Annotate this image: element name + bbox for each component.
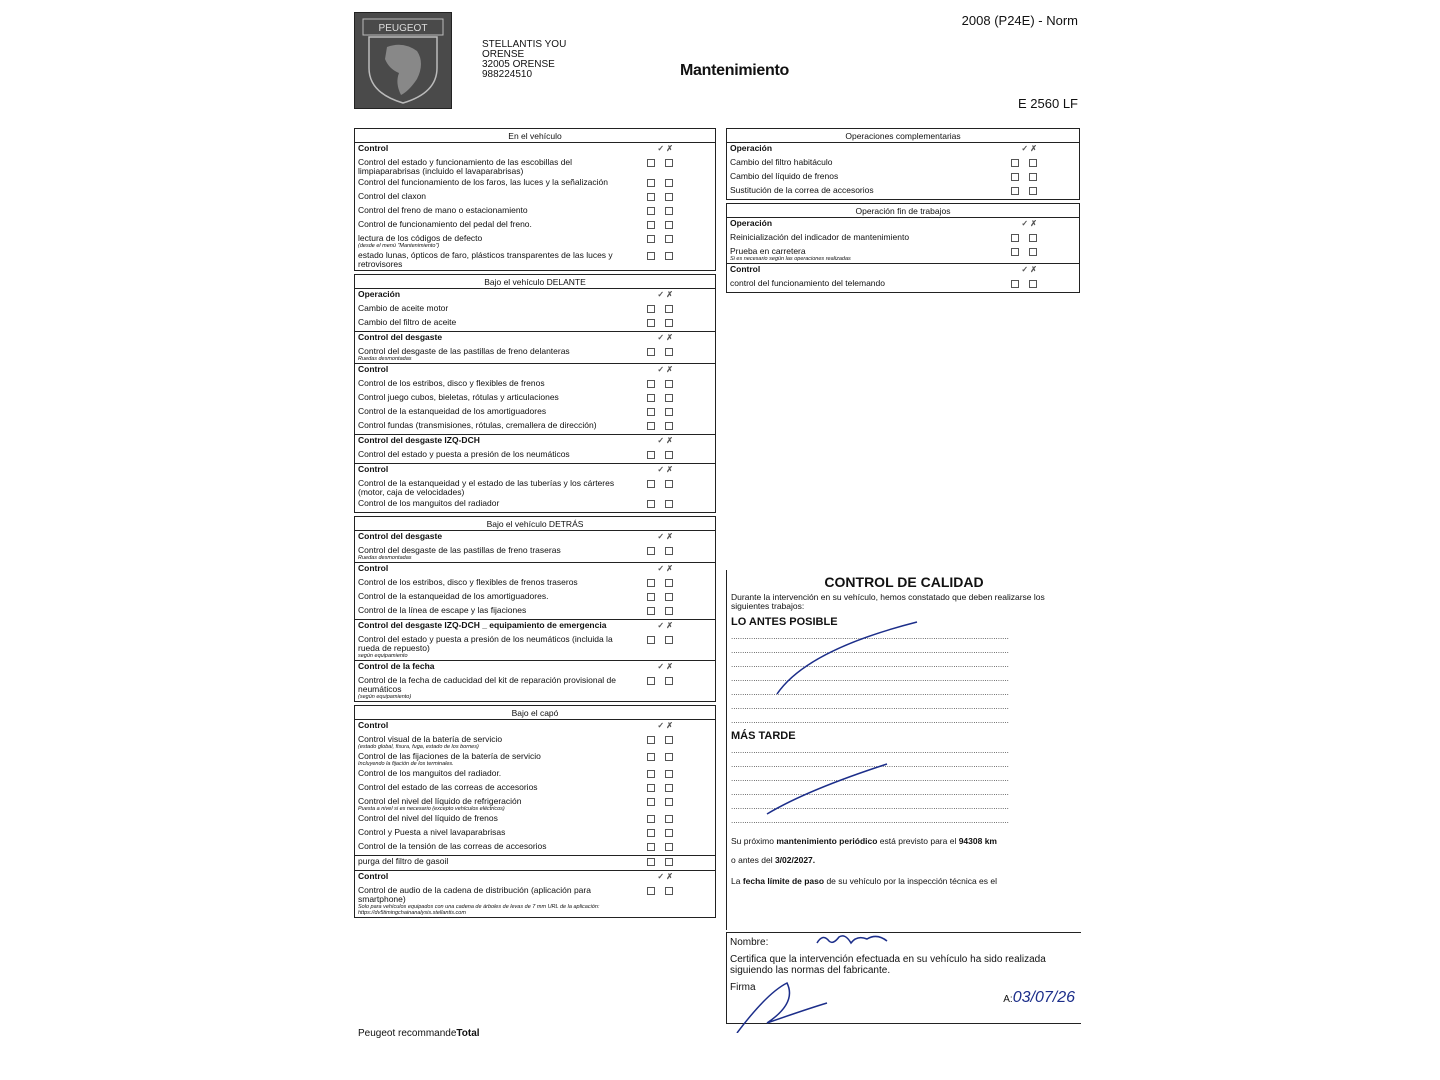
checkbox-pair[interactable]: [637, 407, 673, 416]
checklist-group: [355, 563, 715, 620]
checklist-item: Control juego cubos, bieletas, rótulas y articulaciones: [355, 392, 715, 406]
checklist-item: Control de la estanqueidad de los amortiguadores: [355, 406, 715, 420]
checkbox-pair[interactable]: [637, 499, 673, 508]
section-title: En el vehículo: [355, 129, 715, 143]
checkbox-pair[interactable]: [637, 752, 673, 761]
checklist-item: Control de las fijaciones de la batería de servicio Incluyendo la fijación de los terminales.: [355, 751, 715, 768]
checkbox-pair[interactable]: [637, 220, 673, 229]
checklist-group: [355, 871, 715, 917]
checkbox-pair[interactable]: [1001, 279, 1037, 288]
right-column: [726, 128, 1080, 296]
checkbox-pair[interactable]: [1001, 247, 1037, 256]
checklist-item: Cambio del filtro de aceite: [355, 317, 715, 331]
check-cross-icons: ✓ ✗: [657, 365, 673, 374]
checklist-item: Control de la estanqueidad de los amortiguadores.: [355, 591, 715, 605]
group-head: Control ✓ ✗: [358, 871, 673, 881]
quality-intro: Durante la intervención en su vehículo, hemos constatado que deben realizarse los siguientes trabajos:: [731, 592, 1045, 611]
checkbox-pair[interactable]: [1001, 158, 1037, 167]
checkbox-pair[interactable]: [637, 783, 673, 792]
dealer-postal: 32005 ORENSE: [482, 59, 555, 70]
document-page: [352, 0, 1080, 1080]
checklist-item: Control del claxon: [355, 191, 715, 205]
section-title: Bajo el capó: [355, 706, 715, 720]
dotted-line: .............................................................................................................................: [731, 702, 1009, 711]
group-head: Control ✓ ✗: [358, 563, 673, 573]
dotted-line: .............................................................................................................................: [731, 716, 1009, 725]
checklist-item: Control de la tensión de las correas de accesorios: [355, 841, 715, 855]
checklist-item: Control de funcionamiento del pedal del freno.: [355, 219, 715, 233]
checklist-item: Control de audio de la cadena de distribución (aplicación para smartphone) Solo para vehículos equipados con una cadena de árboles de levas de 7 mm URL de la aplicación: https://dv5timingchainanalysis.stellantis.com: [355, 885, 715, 917]
checklist-item: Cambio del filtro habitáculo: [727, 157, 1079, 171]
checklist-item: Cambio del líquido de frenos: [727, 171, 1079, 185]
checklist-group: [355, 531, 715, 563]
group-head: Control del desgaste IZQ-DCH _ equipamiento de emergencia ✓ ✗: [358, 620, 673, 630]
checklist-group: [355, 364, 715, 435]
check-cross-icons: ✓ ✗: [1021, 265, 1037, 274]
checkbox-pair[interactable]: [637, 814, 673, 823]
check-cross-icons: ✓ ✗: [657, 621, 673, 630]
checklist-item: Control del desgaste de las pastillas de freno delanteras Ruedas desmontadas: [355, 346, 715, 363]
cert-text: Certifica que la intervención efectuada en su vehículo ha sido realizada siguiendo las normas del fabricante.: [730, 954, 1046, 976]
checklist-group: [355, 143, 715, 270]
checkbox-pair[interactable]: [1001, 233, 1037, 242]
handwritten-date: A:03/07/26: [1003, 989, 1075, 1006]
later-heading: MÁS TARDE: [731, 730, 796, 742]
handwritten-signature: [727, 933, 1081, 1033]
checklist-group: [355, 720, 715, 856]
checkbox-pair[interactable]: [637, 842, 673, 851]
quality-control: [726, 570, 1081, 930]
checklist-group: [355, 435, 715, 464]
checklist-item: lectura de los códigos de defecto (desde el menú "Mantenimiento"): [355, 233, 715, 250]
vehicle-model: 2008 (P24E) - Norm: [961, 13, 1078, 28]
group-head: Control del desgaste ✓ ✗: [358, 531, 673, 541]
checkbox-pair[interactable]: [637, 318, 673, 327]
left-column: [354, 128, 716, 921]
checklist-group: [355, 332, 715, 364]
checklist-item: Control y Puesta a nivel lavaparabrisas: [355, 827, 715, 841]
hand-strike-marks: [727, 570, 1081, 870]
checkbox-pair[interactable]: [637, 676, 673, 685]
checklist-item: Control de los estribos, disco y flexibles de frenos traseros: [355, 577, 715, 591]
dotted-line: .............................................................................................................................: [731, 760, 1009, 769]
dealer-name: STELLANTIS YOU: [482, 39, 567, 50]
checkbox-pair[interactable]: [637, 735, 673, 744]
vehicle-code: E 2560 LF: [1018, 96, 1078, 111]
checklist-item: Control de la estanqueidad y el estado de las tuberías y los cárteres (motor, caja de velocidades): [355, 478, 715, 498]
checklist-item: Control del desgaste de las pastillas de freno traseras Ruedas desmontadas: [355, 545, 715, 562]
dotted-line: .............................................................................................................................: [731, 646, 1009, 655]
check-cross-icons: ✓ ✗: [657, 721, 673, 730]
section: [726, 203, 1080, 293]
checklist-item: Reinicialización del indicador de mantenimiento: [727, 232, 1079, 246]
dotted-line: .............................................................................................................................: [731, 802, 1009, 811]
dotted-line: .............................................................................................................................: [731, 788, 1009, 797]
check-cross-icons: ✓ ✗: [1021, 219, 1037, 228]
dealer-phone: 988224510: [482, 69, 533, 80]
section: [354, 274, 716, 513]
checklist-item: Sustitución de la correa de accesorios: [727, 185, 1079, 199]
check-cross-icons: ✓ ✗: [657, 564, 673, 573]
page-title: Mantenimiento: [680, 62, 789, 79]
checklist-item: Control fundas (transmisiones, rótulas, cremallera de dirección): [355, 420, 715, 434]
checklist-group: [355, 464, 715, 512]
check-cross-icons: ✓ ✗: [657, 144, 673, 153]
checkbox-pair[interactable]: [637, 206, 673, 215]
group-head: Operación ✓ ✗: [358, 289, 673, 299]
section: [726, 128, 1080, 200]
asap-heading: LO ANTES POSIBLE: [731, 616, 838, 628]
group-head: Control del desgaste IZQ-DCH ✓ ✗: [358, 435, 673, 445]
quality-title: CONTROL DE CALIDAD: [824, 574, 984, 590]
dealer-city: ORENSE: [482, 49, 525, 60]
or-before: o antes del 3/02/2027.: [731, 855, 816, 865]
certification-box: [726, 932, 1081, 1024]
check-cross-icons: ✓ ✗: [1021, 144, 1037, 153]
itv-deadline: La fecha límite de paso de su vehículo por la inspección técnica es el: [731, 876, 998, 886]
section: [354, 705, 716, 918]
dotted-line: .............................................................................................................................: [731, 774, 1009, 783]
checklist-group: [355, 856, 715, 871]
group-head: Control ✓ ✗: [358, 720, 673, 730]
check-cross-icons: ✓ ✗: [657, 872, 673, 881]
checklist-item: estado lunas, ópticos de faro, plásticos transparentes de las luces y retrovisores: [355, 250, 715, 270]
logo-text: PEUGEOT: [378, 23, 428, 34]
checklist-item: Control del estado de las correas de accesorios: [355, 782, 715, 796]
footer: Peugeot recommandeTotal: [358, 1028, 480, 1039]
checklist-item: Control del nivel del líquido de refrigeración Puesta a nivel si es necesario (excepto vehículos eléctricos): [355, 796, 715, 813]
checklist-item: Control del estado y puesta a presión de los neumáticos: [355, 449, 715, 463]
checkbox-pair[interactable]: [637, 606, 673, 615]
check-cross-icons: ✓ ✗: [657, 333, 673, 342]
checklist-group: [727, 264, 1079, 292]
checklist-item: Control de los manguitos del radiador: [355, 498, 715, 512]
check-cross-icons: ✓ ✗: [657, 465, 673, 474]
checklist-item: Control del estado y puesta a presión de los neumáticos (incluida la rueda de repuesto) según equipamiento: [355, 634, 715, 660]
checkbox-pair[interactable]: [637, 234, 673, 243]
checkbox-pair[interactable]: [637, 797, 673, 806]
dotted-line: .............................................................................................................................: [731, 632, 1009, 641]
checklist-item: Control del estado y funcionamiento de las escobillas del limpiaparabrisas (incluido el lavaparabrisas): [355, 157, 715, 177]
section-title: Operación fin de trabajos: [727, 204, 1079, 218]
checklist-item: Prueba en carretera Si es necesario según las operaciones realizadas: [727, 246, 1079, 263]
checkbox-pair[interactable]: [637, 304, 673, 313]
checkbox-pair[interactable]: [1001, 186, 1037, 195]
group-head: Operación ✓ ✗: [730, 143, 1037, 153]
checklist-group: [355, 289, 715, 332]
checkbox-pair[interactable]: [637, 347, 673, 356]
checkbox-pair[interactable]: [637, 421, 673, 430]
next-service: Su próximo mantenimiento periódico está previsto para el 94308 km: [731, 836, 997, 846]
checklist-item: Control del nivel del líquido de frenos: [355, 813, 715, 827]
dotted-line: .............................................................................................................................: [731, 660, 1009, 669]
section-title: Operaciones complementarias: [727, 129, 1079, 143]
group-head: Control ✓ ✗: [358, 464, 673, 474]
dealer-info: [482, 40, 566, 80]
dotted-line: .............................................................................................................................: [731, 688, 1009, 697]
checklist-item: Control del funcionamiento de los faros, las luces y la señalización: [355, 177, 715, 191]
checklist-item: control del funcionamiento del telemando: [727, 278, 1079, 292]
checklist-item: Control de los estribos, disco y flexibles de frenos: [355, 378, 715, 392]
dotted-line: .............................................................................................................................: [731, 816, 1009, 825]
section: [354, 128, 716, 271]
checkbox-pair[interactable]: [637, 635, 673, 644]
checkbox-pair[interactable]: [637, 192, 673, 201]
check-cross-icons: ✓ ✗: [657, 532, 673, 541]
check-cross-icons: ✓ ✗: [657, 290, 673, 299]
group-head: Control de la fecha ✓ ✗: [358, 661, 673, 671]
checkbox-pair[interactable]: [637, 886, 673, 895]
checklist-item: Control visual de la batería de servicio (estado global, fisura, fuga, estado de los bornes): [355, 734, 715, 751]
checklist-item: Control de los manguitos del radiador.: [355, 768, 715, 782]
group-head: Control ✓ ✗: [358, 143, 673, 153]
checklist-group: [355, 661, 715, 701]
firma-label: Firma: [730, 982, 756, 993]
checklist-item: purga del filtro de gasoil: [355, 856, 715, 870]
checkbox-pair[interactable]: [637, 592, 673, 601]
checkbox-pair[interactable]: [637, 857, 673, 866]
group-head: Operación ✓ ✗: [730, 218, 1037, 228]
checkbox-pair[interactable]: [637, 251, 673, 260]
group-head: Control ✓ ✗: [358, 364, 673, 374]
dotted-line: .............................................................................................................................: [731, 746, 1009, 755]
checklist-item: Control de la línea de escape y las fijaciones: [355, 605, 715, 619]
checkbox-pair[interactable]: [637, 828, 673, 837]
checkbox-pair[interactable]: [637, 178, 673, 187]
peugeot-logo: [354, 12, 452, 109]
check-cross-icons: ✓ ✗: [657, 662, 673, 671]
checkbox-pair[interactable]: [637, 479, 673, 488]
checklist-group: [727, 143, 1079, 199]
dotted-line: .............................................................................................................................: [731, 674, 1009, 683]
checklist-item: Control de la fecha de caducidad del kit de reparación provisional de neumáticos (según equipamiento): [355, 675, 715, 701]
checklist-item: Cambio de aceite motor: [355, 303, 715, 317]
section-title: Bajo el vehículo DELANTE: [355, 275, 715, 289]
checklist-item: Control del freno de mano o estacionamiento: [355, 205, 715, 219]
section: [354, 516, 716, 702]
checkbox-pair[interactable]: [637, 769, 673, 778]
group-head: Control ✓ ✗: [730, 264, 1037, 274]
checkbox-pair[interactable]: [637, 393, 673, 402]
checkbox-pair[interactable]: [1001, 172, 1037, 181]
checkbox-pair[interactable]: [637, 158, 673, 167]
check-cross-icons: ✓ ✗: [657, 436, 673, 445]
checkbox-pair[interactable]: [637, 546, 673, 555]
group-head: Control del desgaste ✓ ✗: [358, 332, 673, 342]
checklist-group: [355, 620, 715, 661]
checkbox-pair[interactable]: [637, 379, 673, 388]
checkbox-pair[interactable]: [637, 578, 673, 587]
checklist-group: [727, 218, 1079, 264]
name-label: Nombre:: [730, 937, 769, 948]
section-title: Bajo el vehículo DETRÁS: [355, 517, 715, 531]
checkbox-pair[interactable]: [637, 450, 673, 459]
